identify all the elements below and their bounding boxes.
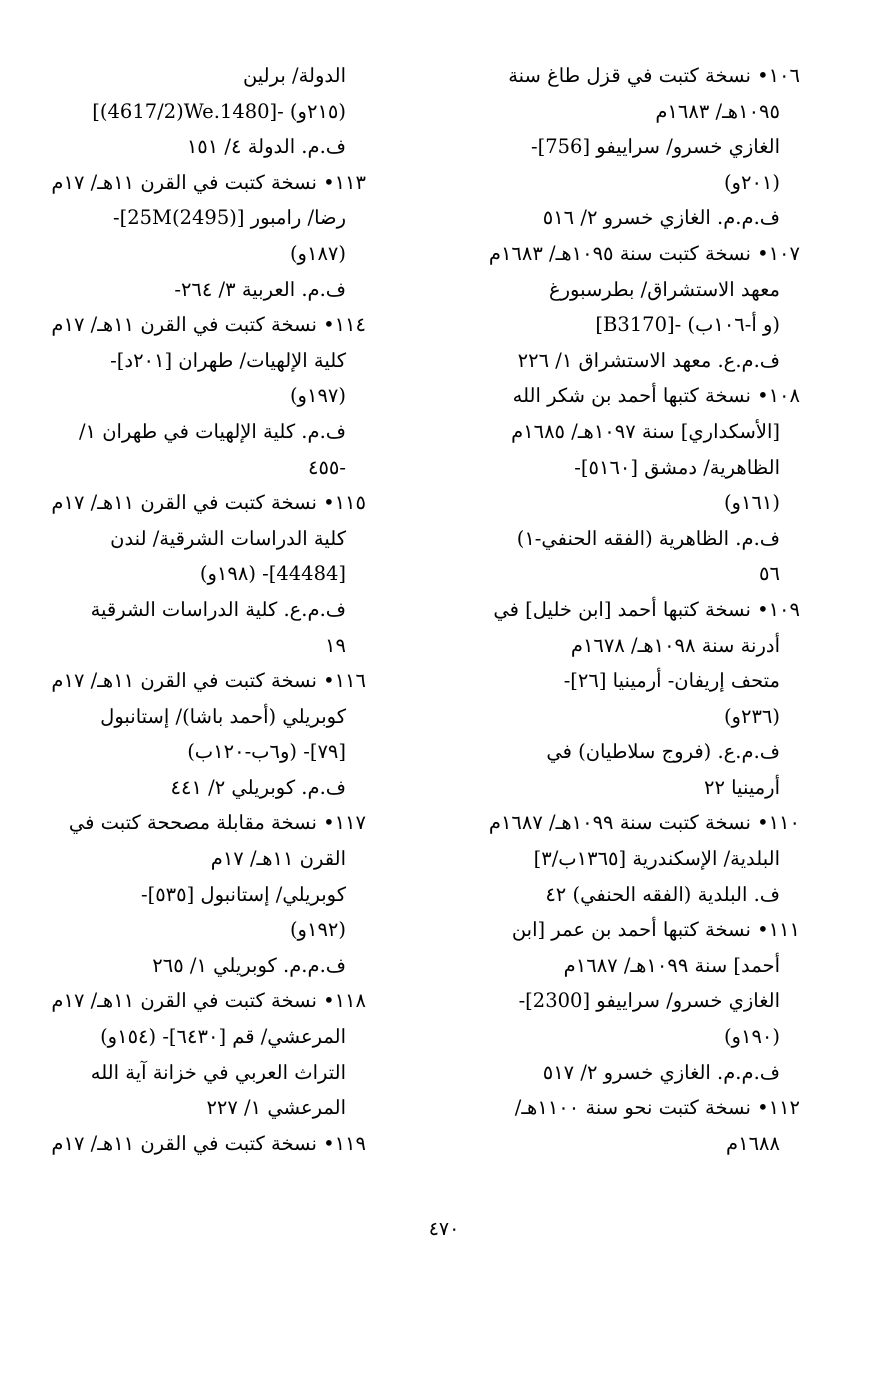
page-number: ٤٧٠ (428, 1218, 460, 1240)
catalog-entry-line: ف.م.م. الغازي خسرو ٢/ ٥١٧ (542, 1060, 780, 1084)
catalog-entry-line: الدولة/ برلين (242, 64, 346, 87)
catalog-entry-line: رضا/ رامبور [(2495)25M]- (113, 206, 346, 230)
catalog-entry-line: ١١٣• نسخة كتبت في القرن ١١هـ/ ١٧م (51, 170, 366, 194)
catalog-entry-line: (١٦١و) (723, 491, 780, 515)
catalog-entry-line: ١١١• نسخة كتبها أحمد بن عمر [ابن (511, 918, 800, 942)
catalog-entry-line: المرعشي ١/ ٢٢٧ (206, 1096, 346, 1120)
catalog-entry-line: ١٠٧• نسخة كتبت سنة ١٠٩٥هـ/ ١٦٨٣م (488, 241, 800, 265)
catalog-entry-line: ١٠٩٥هـ/ ١٦٨٣م (655, 99, 780, 123)
catalog-entry-line: [(4617/2)We.1480]- (٢١٥و) (92, 99, 346, 123)
catalog-entry-line: كلية الدراسات الشرقية/ لندن (110, 526, 346, 550)
catalog-entry-line: ١٦٨٨م (726, 1131, 780, 1155)
catalog-entry-line: كوبريلي (أحمد باشا)/ إستانبول (100, 704, 346, 728)
catalog-entry-line: الظاهرية/ دمشق [٥١٦٠]- (574, 455, 780, 479)
catalog-entry-line: ١١٨• نسخة كتبت في القرن ١١هـ/ ١٧م (51, 989, 366, 1013)
catalog-entry-line: (١٩٢و) (289, 918, 346, 942)
catalog-entry-line: (١٩٧و) (289, 384, 346, 408)
catalog-entry-line: [44484]- (١٩٨و) (199, 562, 346, 586)
catalog-entry-line: ٥٦ (759, 562, 780, 586)
catalog-entry-line: ف.م. العربية ٣/ ٢٦٤- (174, 277, 346, 301)
catalog-entry-line: الغازي خسرو/ سراييفو [2300]- (518, 989, 780, 1013)
catalog-entry-line: المرعشي/ قم [٦٤٣٠]- (١٥٤و) (100, 1025, 346, 1049)
catalog-entry-line: ف. البلدية (الفقه الحنفي) ٤٢ (545, 882, 780, 906)
catalog-entry-line: كلية الإلهيات/ طهران [٢٠١د]- (110, 348, 346, 372)
catalog-entry-line: (١٨٧و) (289, 241, 346, 265)
catalog-entry-line: ف.م. الدولة ٤/ ١٥١ (186, 135, 346, 159)
catalog-entry-line: ١٠٩• نسخة كتبها أحمد [ابن خليل] في (493, 597, 800, 621)
catalog-entry-line: ف.م.م. الغازي خسرو ٢/ ٥١٦ (542, 206, 780, 230)
catalog-entry-line: أرمينيا ٢٢ (703, 775, 780, 799)
right-column (470, 58, 800, 1161)
catalog-entry-line: ف.م. كوبريلي ٢/ ٤٤١ (170, 775, 346, 799)
catalog-entry-line: ١١٩• نسخة كتبت في القرن ١١هـ/ ١٧م (51, 1131, 366, 1155)
catalog-entry-line: ١١٥• نسخة كتبت في القرن ١١هـ/ ١٧م (51, 491, 366, 515)
catalog-entry-line: أدرنة سنة ١٠٩٨هـ/ ١٦٧٨م (570, 633, 780, 657)
catalog-entry-line: الغازي خسرو/ سراييفو [756]- (531, 135, 780, 159)
catalog-entry-line: [الأسكداري] سنة ١٠٩٧هـ/ ١٦٨٥م (511, 419, 780, 443)
catalog-entry-line: (١٩٠و) (723, 1025, 780, 1049)
catalog-entry-line: متحف إريفان- أرمينيا [٢٦]- (563, 669, 780, 693)
catalog-entry-line: معهد الاستشراق/ بطرسبورغ (548, 277, 780, 301)
catalog-entry-line: القرن ١١هـ/ ١٧م (210, 847, 346, 871)
catalog-entry-line: (٢٣٦و) (723, 704, 780, 728)
catalog-entry-line: ١١٠• نسخة كتبت سنة ١٠٩٩هـ/ ١٦٨٧م (488, 811, 800, 835)
catalog-entry-line: [٧٩]- (و٦ب-١٢٠ب) (187, 740, 346, 764)
catalog-entry-line: ١٠٨• نسخة كتبها أحمد بن شكر الله (512, 384, 800, 408)
catalog-entry-line: ف.م.ع. كلية الدراسات الشرقية (90, 597, 346, 621)
catalog-entry-line: ١١٤• نسخة كتبت في القرن ١١هـ/ ١٧م (51, 313, 366, 337)
catalog-entry-line: ف.م.ع. (فروج سلاطيان) في (546, 740, 780, 764)
left-column (26, 58, 366, 1161)
catalog-entry-line: ف.م. كلية الإلهيات في طهران ١/ (78, 419, 346, 443)
catalog-entry-line: ف.م.م. كوبريلي ١/ ٢٦٥ (152, 953, 346, 977)
catalog-entry-line: ١١٧• نسخة مقابلة مصححة كتبت في (68, 811, 366, 835)
catalog-entry-line: ف.م. الظاهرية (الفقه الحنفي-١) (516, 526, 780, 550)
catalog-entry-line: ١١٢• نسخة كتبت نحو سنة ١١٠٠هـ/ (514, 1096, 800, 1120)
catalog-entry-line: كوبريلي/ إستانبول [٥٣٥]- (140, 882, 346, 906)
catalog-entry-line: ١١٦• نسخة كتبت في القرن ١١هـ/ ١٧م (51, 669, 366, 693)
catalog-entry-line: ف.م.ع. معهد الاستشراق ١/ ٢٢٦ (517, 348, 780, 372)
catalog-entry-line: [B3170]- (و أ-١٠٦ب) (595, 313, 780, 337)
catalog-entry-line: (٢٠١و) (723, 170, 780, 194)
catalog-entry-line: البلدية/ الإسكندرية [١٣٦٥ب/٣] (533, 847, 780, 871)
catalog-entry-line: ٤٥٥- (307, 455, 346, 479)
catalog-entry-line: ١٩ (325, 633, 346, 657)
catalog-entry-line: أحمد] سنة ١٠٩٩هـ/ ١٦٨٧م (563, 953, 780, 977)
catalog-entry-line: التراث العربي في خزانة آية الله (90, 1060, 346, 1084)
catalog-entry-line: ١٠٦• نسخة كتبت في قزل طاغ سنة (508, 64, 800, 87)
